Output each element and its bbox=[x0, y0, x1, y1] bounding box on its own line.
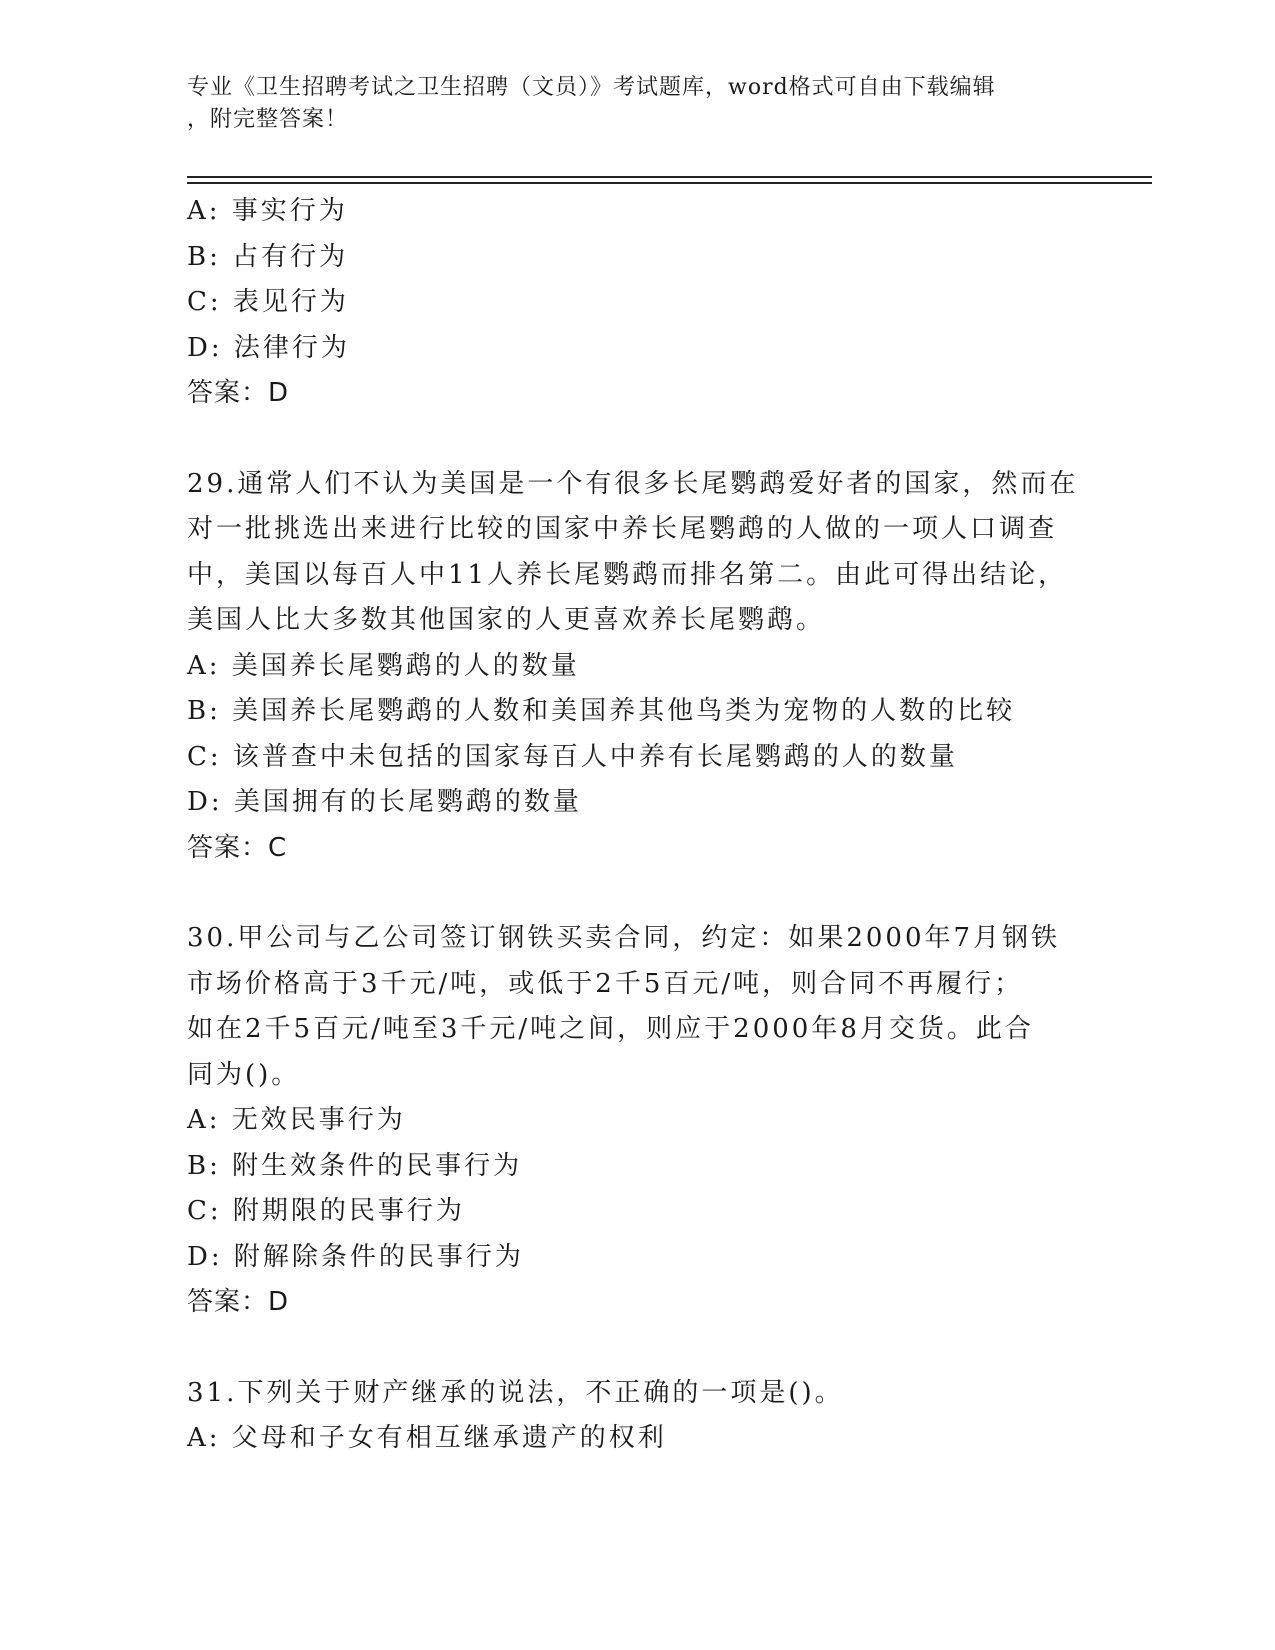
option-c: C: 表见行为 bbox=[187, 287, 349, 317]
question-stem-line: 对一批挑选出来进行比较的国家中养长尾鹦鹉的人做的一项人口调查 bbox=[187, 514, 1058, 544]
question-stem-line: 30.甲公司与乙公司签订钢铁买卖合同，约定：如果2000年7月钢铁 bbox=[187, 923, 1061, 953]
option-d: D: 法律行为 bbox=[187, 332, 350, 363]
question-30 bbox=[187, 916, 1087, 1326]
header-divider-top bbox=[187, 176, 1152, 178]
question-stem-line: 中，美国以每百人中11人养长尾鹦鹉而排名第二。由此可得出结论， bbox=[187, 559, 1068, 590]
header-title-line-1: 专业《卫生招聘考试之卫生招聘（文员）》考试题库，word格式可自由下载编辑 bbox=[187, 75, 996, 100]
question-29 bbox=[187, 462, 1087, 872]
answer-label: 答案：C bbox=[187, 832, 288, 863]
document-header bbox=[187, 72, 1067, 136]
question-stem-line: 29.通常人们不认为美国是一个有很多长尾鹦鹉爱好者的国家，然而在 bbox=[187, 468, 1079, 499]
option-d: D: 美国拥有的长尾鹦鹉的数量 bbox=[187, 787, 582, 817]
question-stem-line: 美国人比大多数其他国家的人更喜欢养长尾鹦鹉。 bbox=[187, 605, 826, 635]
question-28 bbox=[187, 189, 1087, 417]
question-stem-line: 同为()。 bbox=[187, 1059, 301, 1090]
option-b: B: 美国养长尾鹦鹉的人数和美国养其他鸟类为宠物的人数的比较 bbox=[187, 696, 1016, 726]
option-a: A: 父母和子女有相互继承遗产的权利 bbox=[187, 1423, 667, 1453]
question-31 bbox=[187, 1371, 1087, 1462]
option-b: B: 占有行为 bbox=[187, 241, 349, 272]
question-spacer bbox=[187, 1326, 1087, 1371]
option-d: D: 附解除条件的民事行为 bbox=[187, 1241, 524, 1272]
answer-label: 答案：D bbox=[187, 378, 290, 408]
question-spacer bbox=[187, 871, 1087, 916]
option-a: A: 美国养长尾鹦鹉的人的数量 bbox=[187, 650, 580, 681]
option-a: A: 事实行为 bbox=[187, 196, 348, 226]
question-stem-line: 如在2千5百元/吨至3千元/吨之间，则应于2000年8月交货。此合 bbox=[187, 1014, 1034, 1044]
question-list bbox=[187, 189, 1087, 1462]
option-c: C: 附期限的民事行为 bbox=[187, 1196, 465, 1226]
question-stem-line: 市场价格高于3千元/吨，或低于2千5百元/吨，则合同不再履行； bbox=[187, 968, 1024, 999]
question-stem-line: 31.下列关于财产继承的说法，不正确的一项是()。 bbox=[187, 1377, 844, 1408]
option-a: A: 无效民事行为 bbox=[187, 1105, 406, 1135]
header-title-line-2: ，附完整答案！ bbox=[187, 107, 349, 132]
question-spacer bbox=[187, 417, 1087, 462]
answer-label: 答案：D bbox=[187, 1287, 290, 1317]
option-b: B: 附生效条件的民事行为 bbox=[187, 1150, 523, 1181]
header-divider-bottom bbox=[187, 182, 1152, 184]
option-c: C: 该普查中未包括的国家每百人中养有长尾鹦鹉的人的数量 bbox=[187, 741, 958, 772]
